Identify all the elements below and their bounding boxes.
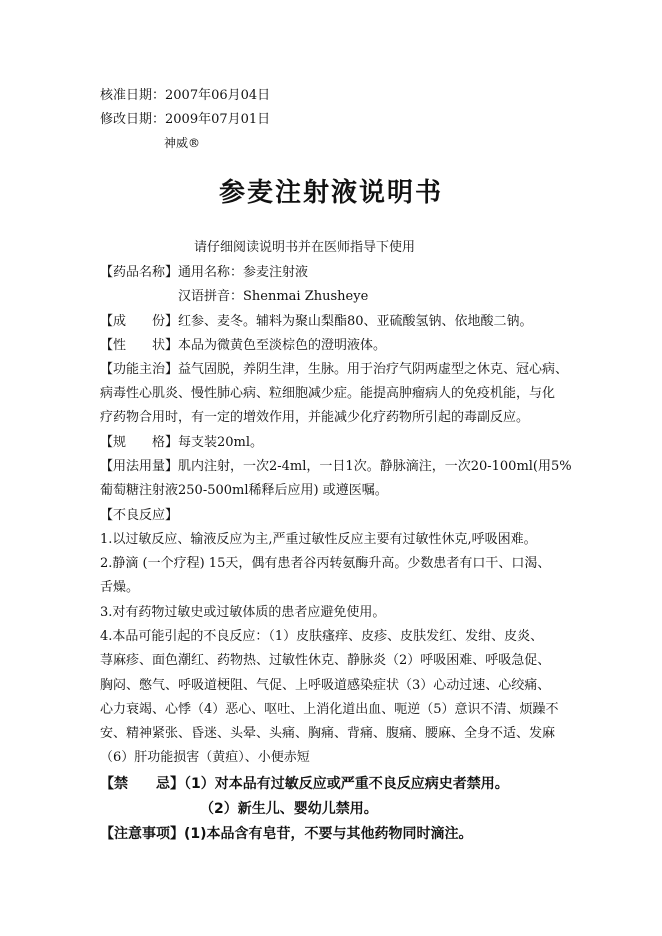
adverse-line: 安、精神紧张、昏迷、头晕、头痛、胸痛、背痛、腹痛、腰麻、全身不适、发麻 xyxy=(100,726,556,741)
adverse-line: 荨麻疹、面色潮红、药物热、过敏性休克、静脉炎（2）呼吸困难、呼吸急促、 xyxy=(100,653,551,668)
adverse-line: 2.静滴 (一个疗程) 15天，偶有患者谷丙转氨酶升高。少数患者有口干、口渴、 xyxy=(100,556,551,571)
adverse-line: 4.本品可能引起的不良反应：（1）皮肤瘙痒、皮疹、皮肤发红、发绀、皮炎、 xyxy=(100,629,544,644)
pinyin-name-line: 汉语拼音：Shenmai Zhusheye xyxy=(178,289,369,304)
approval-date: 核准日期：2007年06月04日 xyxy=(100,88,271,103)
adverse-line: 1.以过敏反应、输液反应为主,严重过敏性反应主要有过敏性休克,呼吸困难。 xyxy=(100,532,537,547)
contraindications-line: （2）新生儿、婴幼儿禁用。 xyxy=(200,801,378,817)
adverse-line: （6）肝功能损害（黄疸）、小便赤短 xyxy=(100,750,310,765)
specification-line: 【规 格】每支装20ml。 xyxy=(100,435,264,450)
composition-line: 【成 份】红参、麦冬。辅料为聚山梨酯80、亚硫酸氢钠、依地酸二钠。 xyxy=(100,314,533,329)
document-title: 参麦注射液说明书 xyxy=(218,178,443,208)
adverse-line: 胸闷、憋气、呼吸道梗阻、气促、上呼吸道感染症状（3）心动过速、心绞痛、 xyxy=(100,678,551,693)
contraindications-line: 【禁 忌】（1）对本品有过敏反应或严重不良反应病史者禁用。 xyxy=(100,776,509,792)
indications-line: 疗药物合用时，有一定的增效作用，并能减少化疗药物所引起的毒副反应。 xyxy=(100,410,530,425)
precautions-line: 【注意事项】(1)本品含有皂苷，不要与其他药物同时滴注。 xyxy=(100,826,473,842)
adverse-line: 3.对有药物过敏史或过敏体质的患者应避免使用。 xyxy=(100,605,386,620)
adverse-line: 舌燥。 xyxy=(100,580,140,595)
dosage-line: 葡萄糖注射液250-500ml稀释后应用) 或遵医嘱。 xyxy=(100,483,388,498)
adverse-heading: 【不良反应】 xyxy=(100,508,179,523)
dosage-line: 【用法用量】肌内注射，一次2-4ml，一日1次。静脉滴注，一次20-100ml(用5% xyxy=(100,459,572,474)
indications-line: 【功能主治】益气固脱，养阴生津，生脉。用于治疗气阴两虚型之休克、冠心病、 xyxy=(100,362,569,377)
usage-notice: 请仔细阅读说明书并在医师指导下使用 xyxy=(194,240,416,255)
drug-name-line: 【药品名称】通用名称：参麦注射液 xyxy=(100,265,309,280)
brand-mark: 神威® xyxy=(164,136,201,150)
adverse-line: 心力衰竭、心悸（4）恶心、呕吐、上消化道出血、呃逆（5）意识不清、烦躁不 xyxy=(100,702,559,717)
indications-line: 病毒性心肌炎、慢性肺心病、粒细胞减少症。能提高肿瘤病人的免疫机能，与化 xyxy=(100,386,556,401)
appearance-line: 【性 状】本品为微黄色至淡棕色的澄明液体。 xyxy=(100,338,387,353)
revision-date: 修改日期：2009年07月01日 xyxy=(100,112,271,127)
